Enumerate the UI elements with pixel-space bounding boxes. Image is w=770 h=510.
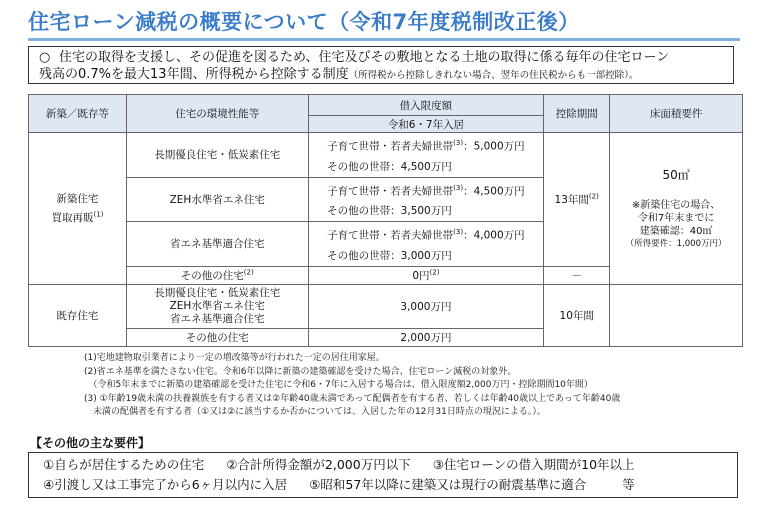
summary-line-1 xyxy=(39,49,733,66)
header-performance: 住宅の環境性能等 xyxy=(126,95,308,133)
requirements-box xyxy=(28,452,738,498)
footnote-3: (3) ①年齢19歳未満の扶養親族を有する者又は②年齢40歳未満であって配偶者を有する者、若しくは年齢40歳以上であって年齢40歳 xyxy=(84,393,621,404)
limit-long-term xyxy=(308,133,544,178)
perf-other-new-label: その他の住宅 xyxy=(180,269,244,282)
limit-other-new xyxy=(308,266,544,284)
requirement-5: ⑤昭和57年以降に建築又は現行の耐震基準に適合 xyxy=(309,477,587,492)
header-type: 新築／既存等 xyxy=(29,95,127,133)
household-label: 子育て世帯・若者夫婦世帯 xyxy=(327,185,454,197)
floor-value: 50㎡ xyxy=(662,167,690,182)
footnote-3-sub: 未満の配偶者を有する者（①又は②に該当するか否かについては、入居した年の12月31日時点の現況による。）。 xyxy=(84,407,546,417)
requirements-title: 【その他の主な要件】 xyxy=(30,436,151,450)
household-value: ：4,500万円 xyxy=(463,185,525,197)
footnote-2: (2)省エネ基準を満たさない住宅。令和6年以降に新築の建築確認を受けた場合、住宅ローン減税の対象外。 xyxy=(84,366,517,377)
requirement-etc: 等 xyxy=(622,477,635,492)
summary-line-2 xyxy=(39,66,733,84)
bullet-mark: ○ xyxy=(39,50,51,65)
requirements-row-1 xyxy=(43,455,737,475)
summary-text-2: 残高の0.7%を最大13年間、所得税から控除する制度 xyxy=(39,67,349,82)
header-period: 控除期間 xyxy=(544,95,610,133)
floor-note-4: （所得要件：1,000万円） xyxy=(625,238,727,249)
floor-note-1: ※新築住宅の場合、 xyxy=(631,199,721,211)
period-existing: 10年間 xyxy=(544,284,610,346)
footnotes xyxy=(84,352,724,420)
limit-zeh-line1 xyxy=(327,178,524,202)
footnote-2-sub: （令和5年末までに新築の建築確認を受けた住宅に令和6・7年に入居する場合は、借入限度額2,000万円・控除期間10年間） xyxy=(84,380,593,390)
limit-long-term-line1 xyxy=(327,133,524,157)
perf-existing-3: 省エネ基準適合住宅 xyxy=(169,312,265,325)
period-other-new: － xyxy=(544,266,610,284)
requirement-3: ③住宅ローンの借入期間が10年以上 xyxy=(432,457,635,472)
header-limit-sub: 令和6・7年入居 xyxy=(308,116,544,133)
summary-text-1: 住宅の取得を支援し、その促進を図るため、住宅及びその敷地となる土地の取得に係る毎年の住宅ローン xyxy=(59,50,670,65)
limit-zeh-line2: その他の世帯：3,500万円 xyxy=(327,205,452,217)
limit-zeh xyxy=(308,177,544,222)
type-resale-line xyxy=(31,210,124,225)
household-label: 子育て世帯・若者夫婦世帯 xyxy=(327,229,454,242)
perf-other-new xyxy=(126,266,308,284)
type-resale-label: 買取再販 xyxy=(51,212,94,225)
perf-zeh: ZEH水準省エネ住宅 xyxy=(126,177,308,222)
perf-energy-standard: 省エネ基準適合住宅 xyxy=(126,222,308,267)
perf-other-existing: その他の住宅 xyxy=(126,328,308,346)
floor-note-3: 建築確認：40㎡ xyxy=(639,225,713,237)
limit-long-term-line2: その他の世帯：4,500万円 xyxy=(327,160,452,173)
type-new-label: 新築住宅 xyxy=(56,193,99,206)
summary-box xyxy=(28,46,734,84)
household-value: ：5,000万円 xyxy=(463,140,525,153)
floor-note xyxy=(612,199,740,251)
perf-other-new-sup: (2) xyxy=(243,268,254,276)
household-sup: (3) xyxy=(453,228,464,236)
type-existing: 既存住宅 xyxy=(29,284,127,346)
household-sup: (3) xyxy=(453,183,464,192)
title-underline xyxy=(28,38,740,41)
limit-other-new-value: 0円 xyxy=(412,269,430,282)
perf-existing xyxy=(126,284,308,328)
limit-other-existing: 2,000万円 xyxy=(308,328,544,346)
perf-existing-2: ZEH水準省エネ住宅 xyxy=(169,299,265,312)
summary-note: （所得税から控除しきれない場合、翌年の住民税からも一部控除）。 xyxy=(348,70,639,81)
limit-existing: 3,000万円 xyxy=(308,284,544,328)
perf-existing-1: 長期優良住宅・低炭素住宅 xyxy=(154,286,281,299)
type-new-housing xyxy=(29,133,127,285)
limit-energy-line2: その他の世帯：3,000万円 xyxy=(327,249,452,262)
household-label: 子育て世帯・若者夫婦世帯 xyxy=(327,140,454,153)
household-sup: (3) xyxy=(453,139,464,147)
requirement-4: ④引渡し又は工事完了から6ヶ月以内に入居 xyxy=(43,477,288,492)
requirements-row-2 xyxy=(43,475,737,495)
limit-other-new-sup: (2) xyxy=(429,268,440,276)
page-title: 住宅ローン減税の概要について（令和7年度税制改正後） xyxy=(28,10,580,34)
perf-long-term: 長期優良住宅・低炭素住宅 xyxy=(126,133,308,178)
floor-requirement-existing xyxy=(610,284,743,346)
tax-deduction-table xyxy=(28,94,743,347)
header-limit: 借入限度額 xyxy=(308,95,544,116)
limit-energy-line1 xyxy=(327,222,524,246)
floor-note-2: 令和7年末までに xyxy=(637,212,715,224)
household-value: ：4,000万円 xyxy=(463,229,525,242)
footnote-1: (1)宅地建物取引業者により一定の増改築等が行われた一定の居住用家屋。 xyxy=(84,353,385,363)
type-resale-sup: (1) xyxy=(93,210,104,219)
floor-requirement-new xyxy=(610,133,743,285)
limit-energy-standard xyxy=(308,222,544,267)
header-floor: 床面積要件 xyxy=(610,95,743,133)
period-new-sup: (2) xyxy=(588,192,599,201)
requirement-1: ①自らが居住するための住宅 xyxy=(43,457,205,472)
period-new-value: 13年間 xyxy=(554,193,589,206)
requirement-2: ②合計所得金額が2,000万円以下 xyxy=(226,457,411,472)
period-new xyxy=(544,133,610,267)
